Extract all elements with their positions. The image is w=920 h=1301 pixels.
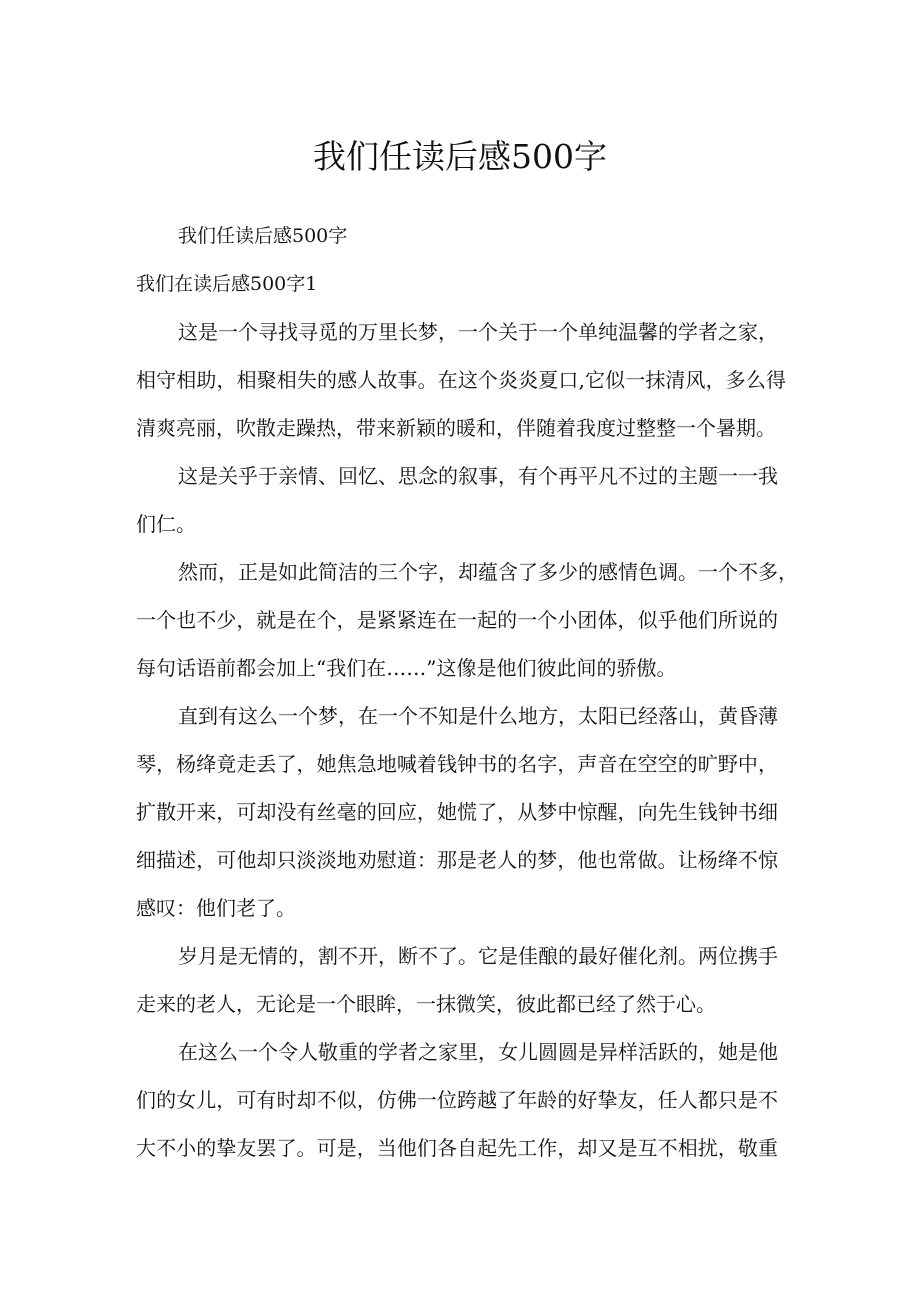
text-line: 这是关乎于亲情、回忆、思念的叙事，有个再平凡不过的主题一一我 <box>178 464 778 488</box>
section-heading: 我们在读后感500字1 <box>136 273 318 295</box>
text-line: 每句话语前都会加上“我们在……”这像是他们彼此间的骄傲。 <box>136 656 677 680</box>
text-line: 然而，正是如此简洁的三个字，却蕴含了多少的感情色调。一个不多， <box>178 560 798 584</box>
text-line: 琴，杨绛竟走丢了，她焦急地喊着钱钟书的名字，声音在空空的旷野中， <box>136 752 778 776</box>
text-line: 感叹：他们老了。 <box>136 896 296 920</box>
text-line: 在这么一个令人敬重的学者之家里，女儿圆圆是异样活跃的，她是他 <box>178 1040 778 1064</box>
text-line: 走来的老人，无论是一个眼眸，一抹微笑，彼此都已经了然于心。 <box>136 992 716 1016</box>
text-line: 大不小的挚友罢了。可是，当他们各自起先工作，却又是互不相扰，敬重 <box>136 1136 778 1160</box>
document-subtitle: 我们任读后感500字 <box>178 225 348 247</box>
text-line: 直到有这么一个梦，在一个不知是什么地方，太阳已经落山，黄昏薄 <box>178 704 778 728</box>
text-line: 这是一个寻找寻觅的万里长梦，一个关于一个单纯温馨的学者之家， <box>178 320 778 344</box>
text-line: 相守相助，相聚相失的感人故事。在这个炎炎夏口,它似一抹清风，多么得 <box>136 368 786 392</box>
text-line: 一个也不少，就是在个，是紧紧连在一起的一个小团体，似乎他们所说的 <box>136 608 778 632</box>
text-line: 清爽亮丽，吹散走躁热，带来新颖的暖和，伴随着我度过整整一个暑期。 <box>136 416 776 440</box>
text-line: 扩散开来，可却没有丝毫的回应，她慌了，从梦中惊醒，向先生钱钟书细 <box>136 800 778 824</box>
text-line: 岁月是无情的，割不开，断不了。它是佳酿的最好催化剂。两位携手 <box>178 944 778 968</box>
text-line: 细描述，可他却只淡淡地劝慰道：那是老人的梦，他也常做。让杨绛不惊 <box>136 848 778 872</box>
text-line: 们的女儿，可有时却不似，仿佛一位跨越了年龄的好挚友，任人都只是不 <box>136 1088 778 1112</box>
text-line: 们仁。 <box>136 512 196 536</box>
document-title: 我们任读后感500字 <box>313 137 607 176</box>
